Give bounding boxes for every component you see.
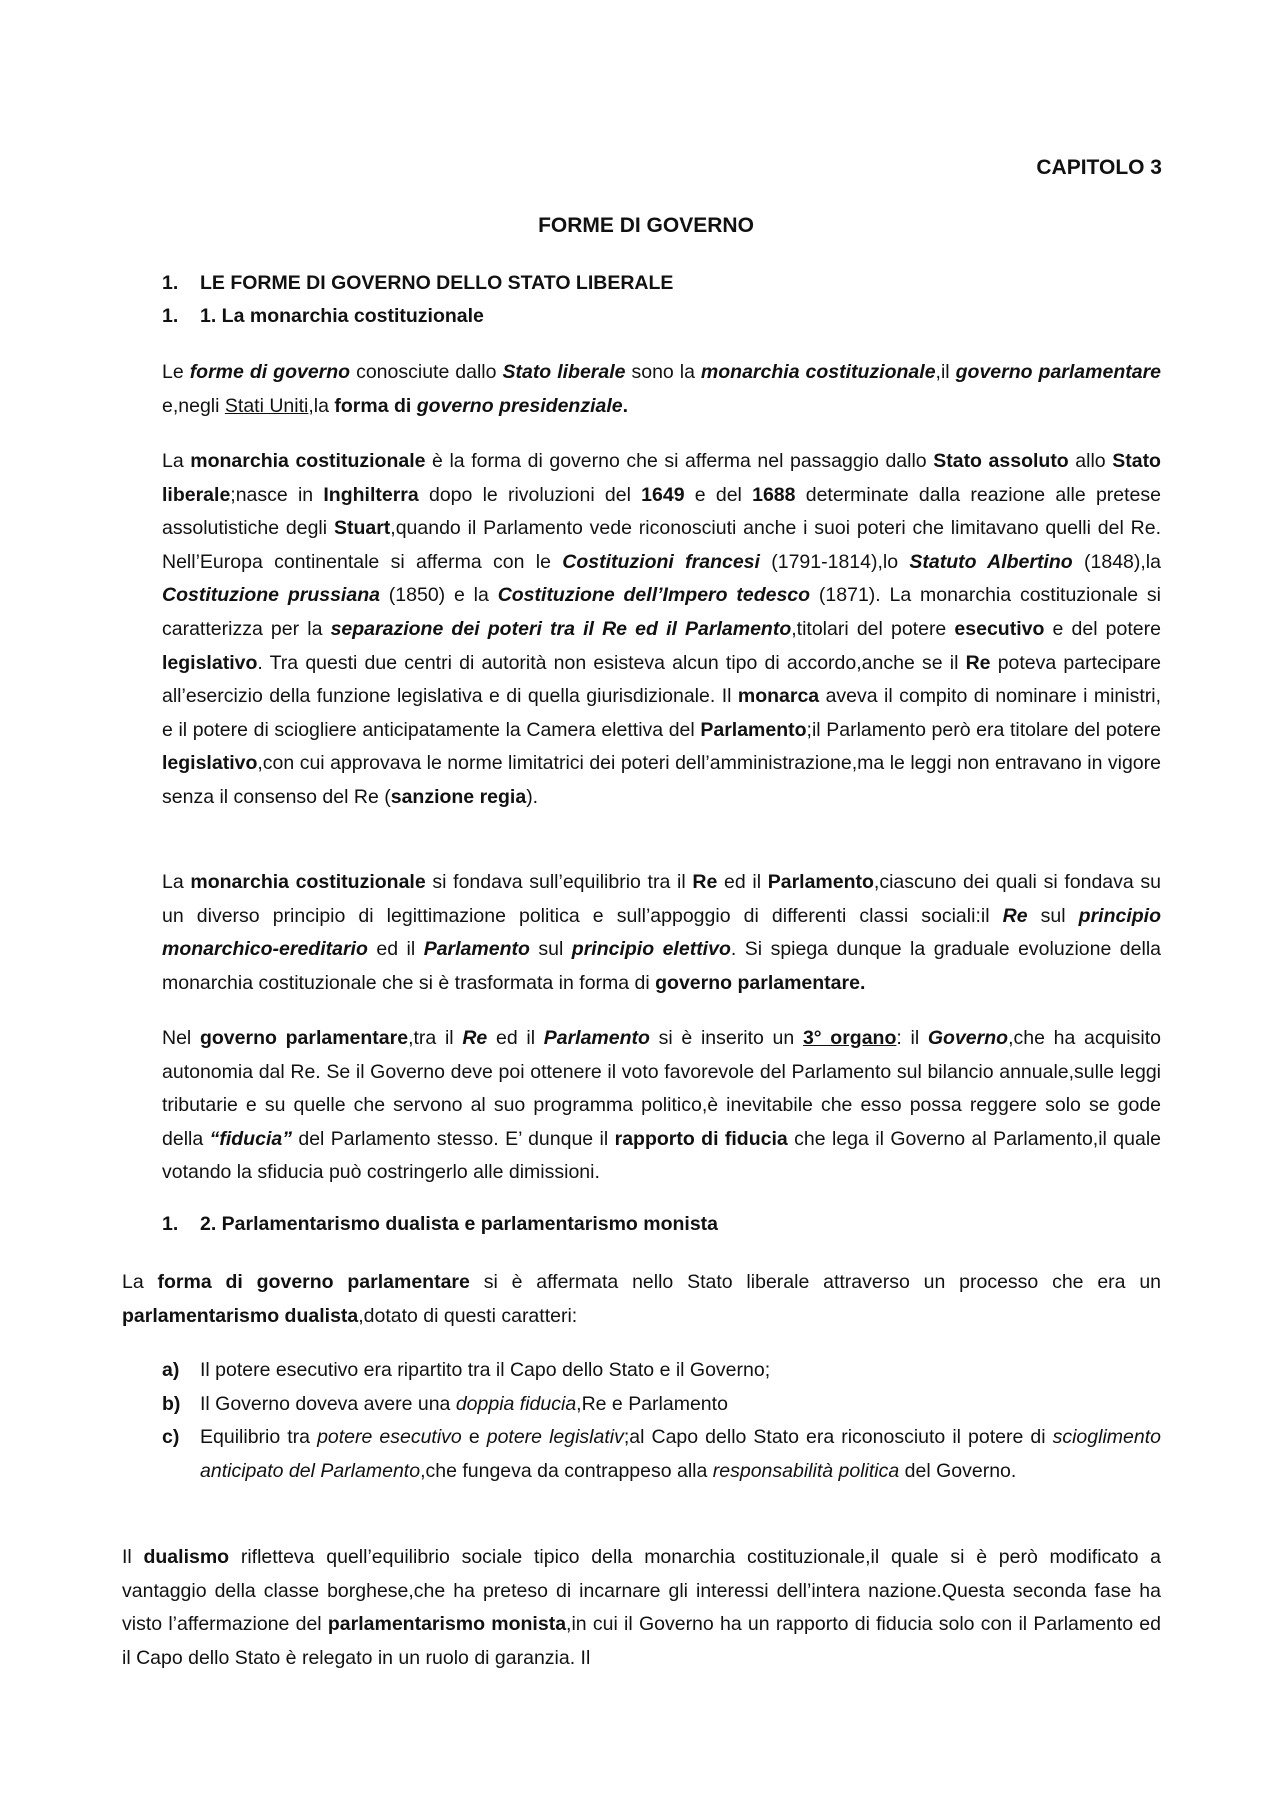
text-run: determinate dalla reazione alle pretese assolutistiche degli bbox=[162, 483, 1162, 540]
text-run: ,il bbox=[935, 361, 956, 383]
text-run: si è affermata nello Stato liberale attraverso un processo che era un bbox=[469, 1271, 1162, 1293]
section-heading-1 bbox=[162, 272, 673, 295]
text-run: forma di bbox=[334, 394, 417, 417]
text-run: Parlamento bbox=[700, 718, 807, 741]
characteristics-list bbox=[162, 1354, 1161, 1488]
text-run: Re bbox=[462, 1027, 488, 1049]
text-run: rifletteva quell’equilibrio sociale tipico della monarchia costituzionale,il quale si è però modificato a vantaggio della classe borghese,che ha preteso di incarnare gli interessi dell’intera nazione.Questa seconda fase ha visto l’affermazione del bbox=[122, 1546, 1161, 1636]
text-run: monarchia costituzionale bbox=[190, 450, 426, 472]
text-run: Re bbox=[965, 651, 991, 674]
text-run: . bbox=[622, 394, 629, 417]
subsection-heading-text: 2. Parlamentarismo dualista e parlamentarismo monista bbox=[200, 1213, 719, 1235]
text-run: ;nasce in bbox=[230, 483, 324, 506]
text-run: (1871). La monarchia costituzionale si caratterizza per la bbox=[162, 584, 1162, 640]
text-run: ,che fungeva da contrappeso alla bbox=[420, 1459, 713, 1482]
text-run: parlamentarismo monista bbox=[327, 1613, 567, 1636]
text-run: doppia fiducia bbox=[455, 1392, 577, 1415]
text-run: sanzione regia bbox=[390, 785, 527, 808]
text-run: è la forma di governo che si afferma nel passaggio dallo bbox=[425, 450, 934, 472]
text-run: Statuto Albertino bbox=[909, 550, 1073, 573]
text-run: Stato assoluto bbox=[933, 450, 1069, 472]
list-item-text bbox=[200, 1421, 1161, 1488]
text-run: 3° organo bbox=[802, 1027, 897, 1049]
text-run: ed il bbox=[487, 1027, 544, 1049]
text-run: del Parlamento stesso. E’ dunque il bbox=[291, 1127, 615, 1150]
text-run: sul bbox=[529, 938, 572, 961]
text-run: Stato liberale bbox=[502, 361, 626, 383]
text-run: potere legislativ bbox=[486, 1426, 624, 1449]
text-run: Re bbox=[692, 871, 718, 893]
text-run: La bbox=[162, 871, 191, 893]
section-number: 1. bbox=[162, 272, 179, 294]
text-run: Stato liberale bbox=[162, 450, 1161, 506]
text-run: ,Re e Parlamento bbox=[576, 1392, 728, 1415]
list-marker: b) bbox=[162, 1392, 181, 1415]
section-heading-text: LE FORME DI GOVERNO DELLO STATO LIBERALE bbox=[200, 272, 674, 294]
text-run: ,con cui approvava le norme limitatrici dei poteri dell’amministrazione,ma le leggi non entravano in vigore senza il consenso del Re ( bbox=[162, 752, 1161, 808]
text-run: dopo le rivoluzioni del bbox=[418, 483, 642, 506]
text-run: (1850) e la bbox=[379, 584, 498, 607]
text-run: Inghilterra bbox=[323, 483, 419, 506]
list-marker: c) bbox=[162, 1426, 180, 1449]
text-run: forme di governo bbox=[189, 361, 351, 383]
text-run: ,la bbox=[308, 394, 335, 417]
text-run: Parlamento bbox=[767, 871, 874, 893]
text-run: ;al Capo dello Stato era riconosciuto il potere di bbox=[623, 1426, 1053, 1449]
text-run: governo parlamentare bbox=[955, 361, 1162, 383]
subsection-heading-1-1 bbox=[162, 305, 484, 328]
text-run: legislativo bbox=[162, 651, 258, 674]
text-run: potere esecutivo bbox=[317, 1426, 462, 1449]
text-run: poteva partecipare all’esercizio della funzione legislativa e di quella giurisdizionale. Il bbox=[162, 651, 1161, 708]
text-run: dualismo bbox=[143, 1546, 230, 1568]
section-number: 1. bbox=[162, 1213, 179, 1235]
text-run: separazione dei poteri tra il Re ed il Parlamento bbox=[330, 617, 792, 640]
list-item-text bbox=[200, 1354, 1161, 1388]
text-run: “fiducia” bbox=[209, 1127, 292, 1150]
list-item bbox=[162, 1388, 1161, 1422]
text-run: del Governo. bbox=[899, 1459, 1017, 1482]
text-run: e del bbox=[684, 483, 753, 506]
list-item bbox=[162, 1354, 1161, 1388]
text-run: governo presidenziale bbox=[416, 394, 623, 417]
text-run: sono la bbox=[625, 361, 701, 383]
text-run: e,negli bbox=[162, 394, 225, 417]
text-run: esecutivo bbox=[954, 617, 1045, 640]
text-run: ). bbox=[526, 785, 539, 808]
text-run: Parlamento bbox=[423, 938, 530, 961]
text-run: sul bbox=[1027, 904, 1079, 927]
text-run: Equilibrio tra bbox=[200, 1426, 318, 1449]
text-run: Nel bbox=[162, 1027, 200, 1049]
text-run: principio elettivo bbox=[571, 938, 731, 961]
text-run: governo parlamentare. bbox=[655, 971, 866, 994]
text-run: rapporto di fiducia bbox=[614, 1127, 788, 1150]
text-run: ed il bbox=[717, 871, 768, 893]
text-run: si fondava sull’equilibrio tra il bbox=[425, 871, 693, 893]
paragraph-3 bbox=[162, 866, 1161, 1000]
text-run: Governo bbox=[927, 1027, 1009, 1049]
text-run: principio monarchico-ereditario bbox=[162, 904, 1162, 961]
subsection-heading-text: 1. La monarchia costituzionale bbox=[200, 305, 484, 327]
text-run: ,quando il Parlamento vede riconosciuti anche i suoi poteri che limitavano quelli del Re. Nell’Europa continentale si afferma con le bbox=[162, 517, 1162, 573]
text-run: e del potere bbox=[1044, 617, 1161, 640]
text-run: Parlamento bbox=[543, 1027, 650, 1049]
text-run: scioglimento anticipato del Parlamento bbox=[200, 1426, 1161, 1482]
text-run: ,titolari del potere bbox=[791, 617, 955, 640]
text-run: Il potere esecutivo era ripartito tra il Capo dello Stato e il Governo; bbox=[200, 1359, 771, 1381]
paragraph-2 bbox=[162, 445, 1161, 815]
text-run: monarca bbox=[737, 685, 820, 708]
text-run: Il bbox=[122, 1546, 144, 1568]
text-run: Il Governo doveva avere una bbox=[200, 1392, 456, 1415]
text-run: ,dotato di questi caratteri: bbox=[358, 1304, 578, 1327]
text-run: allo bbox=[1068, 450, 1113, 472]
text-run: responsabilità politica bbox=[712, 1459, 900, 1482]
text-run: forma di governo parlamentare bbox=[157, 1271, 470, 1293]
text-run: ,ciascuno dei quali si fondava su un diverso principio di legittimazione politica e sull’appoggio di differenti classi sociali:il bbox=[162, 871, 1162, 927]
text-run: ,in cui il Governo ha un rapporto di fiducia solo con il Parlamento ed il Capo dello Stato è relegato in un ruolo di garanzia. Il bbox=[122, 1613, 1162, 1669]
text-run: ed il bbox=[367, 938, 424, 961]
text-run: Costituzione dell’Impero tedesco bbox=[497, 584, 811, 607]
text-run: conosciute dallo bbox=[350, 361, 503, 383]
text-run: Le bbox=[162, 361, 190, 383]
list-marker: a) bbox=[162, 1359, 180, 1381]
text-run: La bbox=[162, 450, 191, 472]
text-run: Re bbox=[1002, 904, 1028, 927]
page-title: FORME DI GOVERNO bbox=[538, 214, 754, 237]
chapter-label: CAPITOLO 3 bbox=[1036, 156, 1162, 179]
paragraph-1 bbox=[162, 356, 1161, 423]
text-run: ,tra il bbox=[408, 1027, 463, 1049]
text-run: (1791-1814),lo bbox=[759, 550, 910, 573]
text-run: legislativo bbox=[162, 752, 258, 775]
paragraph-6 bbox=[122, 1541, 1161, 1675]
section-number: 1. bbox=[162, 305, 179, 327]
text-run: Stati Uniti bbox=[224, 394, 309, 417]
text-run: si è inserito un bbox=[649, 1027, 803, 1049]
text-run: governo parlamentare bbox=[199, 1027, 409, 1049]
text-run: ,che ha acquisito autonomia dal Re. Se il Governo deve poi ottenere il voto favorevole del Parlamento sul bilancio annuale,sulle leggi tributarie e su quelle che servono al suo programma politico,è inevitabile che esso possa reggere solo se gode della bbox=[162, 1027, 1161, 1150]
text-run: (1848),la bbox=[1072, 550, 1161, 573]
text-run: . Tra questi due centri di autorità non esisteva alcun tipo di accordo,anche se il bbox=[257, 651, 966, 674]
list-item bbox=[162, 1421, 1161, 1488]
list-item-text bbox=[200, 1388, 1161, 1422]
text-run: Costituzioni francesi bbox=[562, 550, 760, 573]
text-run: aveva il compito di nominare i ministri, e il potere di sciogliere anticipatamente la Camera elettiva del bbox=[162, 685, 1161, 741]
text-run: La bbox=[122, 1271, 158, 1293]
text-run: 1688 bbox=[752, 483, 796, 506]
text-run: che lega il Governo al Parlamento,il quale votando la sfiducia può costringerlo alle dimissioni. bbox=[162, 1127, 1161, 1184]
text-run: 1649 bbox=[641, 483, 685, 506]
subsection-heading-1-2 bbox=[162, 1213, 718, 1236]
paragraph-4 bbox=[162, 1022, 1161, 1190]
text-run: monarchia costituzionale bbox=[700, 361, 936, 383]
text-run: . Si spiega dunque la graduale evoluzione della monarchia costituzionale che si è trasformata in forma di bbox=[162, 938, 1161, 994]
text-run: Costituzione prussiana bbox=[162, 584, 380, 607]
text-run: ;il Parlamento però era titolare del potere bbox=[806, 718, 1161, 741]
text-run: e bbox=[461, 1426, 487, 1449]
text-run: : il bbox=[896, 1027, 928, 1049]
text-run: Stuart bbox=[333, 517, 391, 540]
text-run: parlamentarismo dualista bbox=[122, 1304, 359, 1327]
text-run: monarchia costituzionale bbox=[190, 871, 426, 893]
paragraph-5 bbox=[122, 1266, 1161, 1333]
